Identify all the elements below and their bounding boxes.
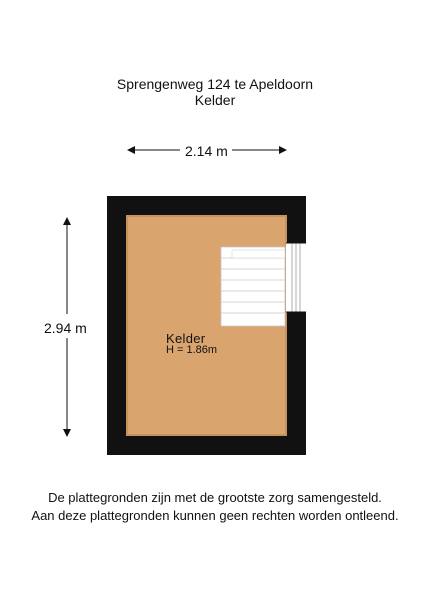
room-name-label: Kelder [166, 331, 206, 346]
floorplan-subtitle: Kelder [194, 92, 236, 108]
staircase [221, 247, 285, 326]
height-dimension-label: 2.94 m [44, 320, 87, 336]
floorplan-title: Sprengenweg 124 te Apeldoorn [116, 76, 314, 92]
width-dimension-label: 2.14 m [185, 143, 228, 159]
wall-opening [286, 243, 306, 312]
room-height-label: H = 1.86m [166, 344, 218, 356]
disclaimer-line-1: De plattegronden zijn met de grootste zorg samengesteld. [48, 490, 382, 505]
disclaimer-line-2: Aan deze plattegronden kunnen geen rechten worden ontleend. [31, 508, 399, 523]
